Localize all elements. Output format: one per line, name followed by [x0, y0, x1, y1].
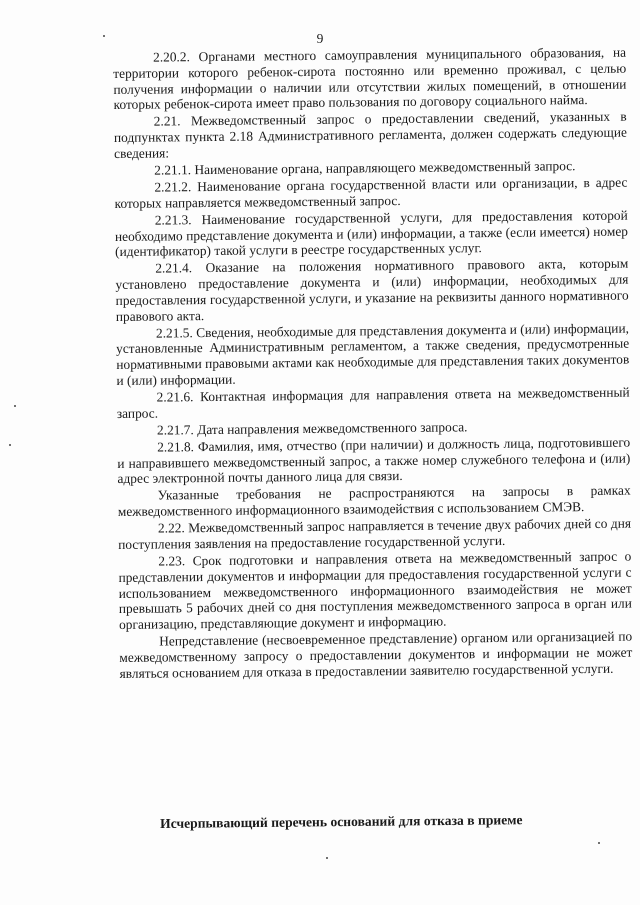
- scan-speck: [103, 35, 105, 37]
- paragraph-2-21-7: 2.21.7. Дата направления межведомственного запроса.: [156, 419, 468, 438]
- scan-speck: [326, 857, 328, 859]
- paragraph-2-21-2: 2.21.2. Наименование органа государственной власти или организации, в адрес которых направляется межведомственный запрос.: [114, 174, 628, 211]
- paragraph-2-21-3: 2.21.3. Наименование государственной услуги, для предоставления которой необходимо представление документа и (или) информации, а также (если имеется) номер (идентификатор) такой услуги в реестре государственных услуг.: [114, 207, 628, 260]
- paragraph-2-21-4: 2.21.4. Оказание на положения нормативного правового акта, которым установлено предоставление документа и (или) информации, необходимых для предоставления государственной услуги, и указание на реквизиты данного нормативного правового акта.: [115, 255, 629, 324]
- paragraph-2-21: 2.21. Межведомственный запрос о предоставлении сведений, указанных в подпунктах пункта 2.18 Административного регламента, должен содержать следующие сведения:: [113, 108, 627, 161]
- document-body: [113, 45, 633, 682]
- paragraph-2-20-2: 2.20.2. Органами местного самоуправления муниципального образования, на территории которого ребенок-сирота постоянно или временно проживал, с целью получения информации о наличии или отсутствии жилых помещений, в отношении которых ребенок-сирота имеет право пользования по договору социального найма.: [113, 44, 627, 113]
- scan-speck: [14, 405, 16, 407]
- paragraph-2-21-8: 2.21.8. Фамилия, имя, отчество (при наличии) и должность лица, подготовившего и направившего межведомственный запрос, а также номер служебного телефона и (или) адрес электронной почты данного лица для связи.: [117, 434, 631, 487]
- paragraph-2-21-1: 2.21.1. Наименование органа, направляющего межведомственный запрос.: [154, 158, 576, 178]
- paragraph-2-21-6: 2.21.6. Контактная информация для направления ответа на межведомственный запрос.: [116, 384, 630, 421]
- paragraph-2-22: 2.22. Межведомственный запрос направляется в течение двух рабочих дней со дня поступления заявления на предоставление государственной услуги.: [118, 515, 632, 552]
- page-number: 9: [316, 31, 324, 46]
- paragraph-2-23: 2.23. Срок подготовки и направления ответа на межведомственный запрос о представлении документов и информации для предоставления государственной услуги с использованием межведомственного информационного взаимодействия не может превышать 5 рабочих дней со дня поступления межведомственного запроса в орган или организацию, представляющие документ и информацию.: [118, 548, 632, 633]
- paragraph-2-21-5: 2.21.5. Сведения, необходимые для представления документа и (или) информации, установленные Административным регламентом, а также сведения, предусмотренные нормативными правовыми актами как необходимые для представления таких документов и (или) информации.: [116, 320, 630, 389]
- paragraph-smev-note: Указанные требования не распространяются на запросы в рамках межведомственного информационного взаимодействия с использованием СМЭВ.: [117, 482, 631, 520]
- section-heading: Исчерпывающий перечень оснований для отказа в приеме: [160, 812, 523, 831]
- scan-speck: [9, 444, 11, 446]
- scan-speck: [598, 842, 600, 844]
- paragraph-non-submission: Непредставление (несвоевременное представление) органом или организацией по межведомственному запросу о предоставлении документов и информации не может являться основанием для отказа в предоставлении заявителю государственной услуги.: [119, 628, 633, 681]
